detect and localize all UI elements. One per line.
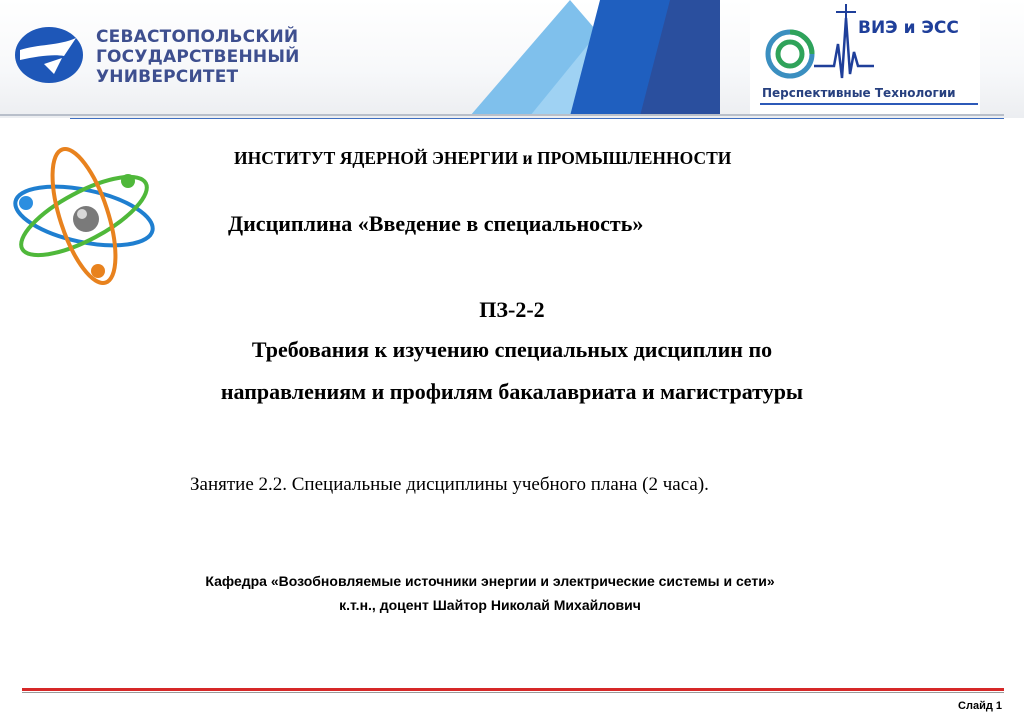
header-accent-line	[70, 118, 1004, 119]
practice-code: ПЗ-2-2	[479, 297, 545, 322]
footer-red-line	[22, 688, 1004, 691]
footer-gray-line	[22, 692, 1004, 693]
requirements-line-1: Требования к изучению специальных дисциплин по	[251, 337, 773, 362]
university-name-line-2: ГОСУДАРСТВЕННЫЙ	[96, 47, 300, 67]
department-name: Кафедра «Возобновляемые источники энергии и электрические системы и сети»	[205, 573, 775, 589]
teacher-name: к.т.н., доцент Шайтор Николай Михайлович	[339, 597, 641, 613]
slide-header	[0, 0, 1024, 118]
vie-subtitle: Перспективные Технологии	[762, 86, 956, 100]
atom-icon	[10, 143, 158, 289]
vie-title: ВИЭ и ЭСС	[858, 18, 959, 38]
university-logo-icon	[14, 26, 84, 84]
header-decoration	[470, 0, 770, 116]
institute-title: ИНСТИТУТ ЯДЕРНОЙ ЭНЕРГИИ и ПРОМЫШЛЕННОСТИ	[234, 148, 732, 168]
lesson-title: Занятие 2.2. Специальные дисциплины учебного плана (2 часа).	[190, 474, 709, 495]
requirements-line-2: направлениям и профилям бакалавриата и магистратуры	[220, 379, 804, 404]
slide-number: Слайд 1	[958, 700, 1002, 712]
university-name-line-1: СЕВАСТОПОЛЬСКИЙ	[96, 27, 299, 47]
university-name	[96, 27, 300, 87]
vie-logo-icon	[756, 4, 981, 84]
vie-separator	[760, 103, 978, 105]
university-name-line-3: УНИВЕРСИТЕТ	[96, 67, 239, 87]
discipline-title: Дисциплина «Введение в специальность»	[228, 211, 644, 236]
header-divider	[0, 114, 1004, 116]
